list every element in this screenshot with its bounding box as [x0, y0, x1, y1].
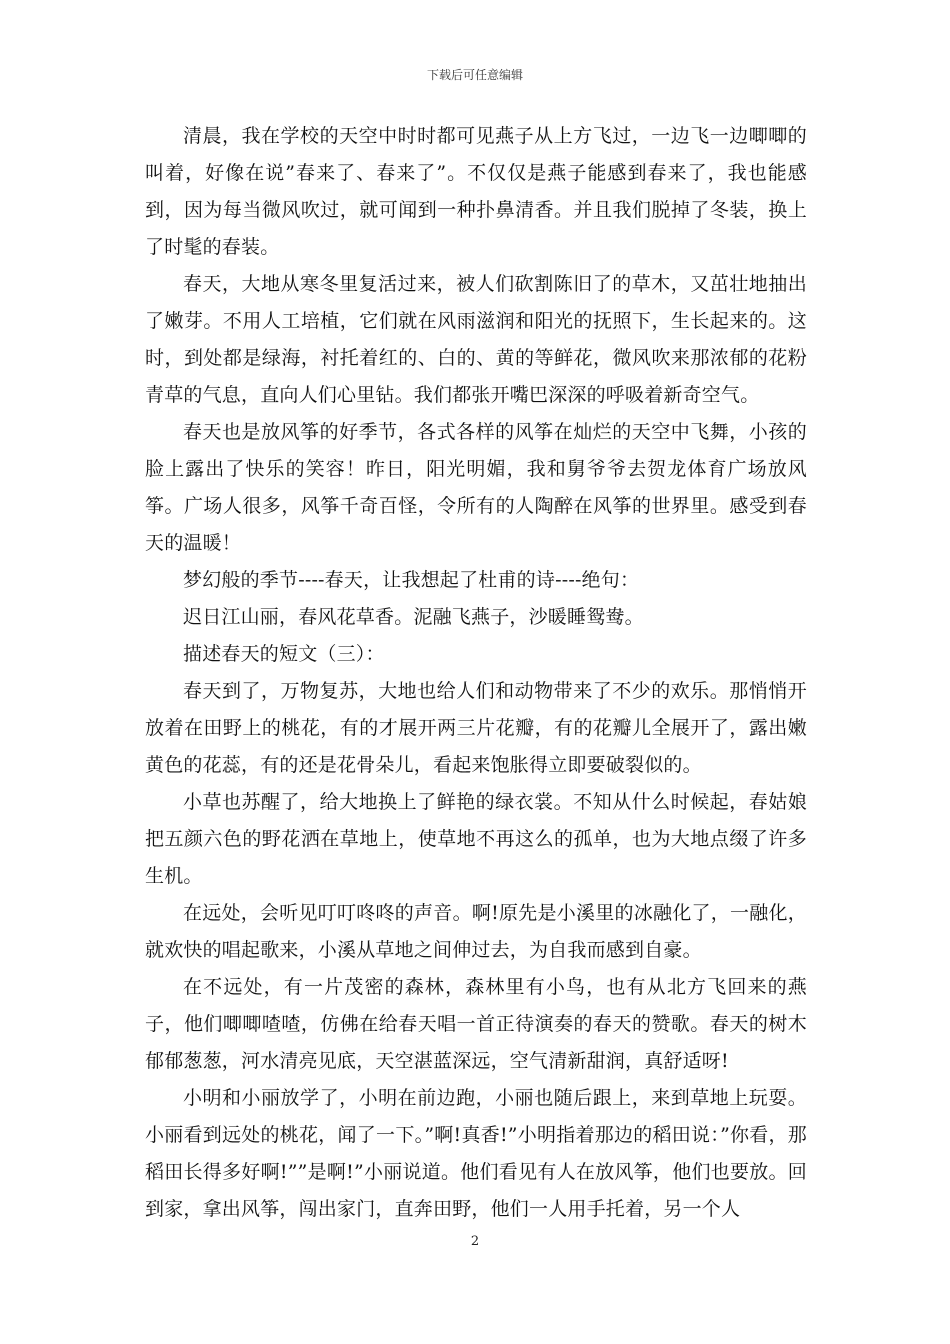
section-heading: 描述春天的短文（三）： [183, 643, 385, 665]
paragraph: 小草也苏醒了，给大地换上了鲜艳的绿衣裳。不知从什么时候起，春姑娘把五颜六色的野花洒在草地上，使草地不再这么的孤单，也为大地点缀了许多生机。 [145, 791, 807, 887]
paragraph: 清晨，我在学校的天空中时时都可见燕子从上方飞过，一边飞一边唧唧的叫着，好像在说”春来了、春来了”。不仅仅是燕子能感到春来了，我也能感到，因为每当微风吹过，就可闻到一种扑鼻清香。并且我们脱掉了冬装，换上了时髦的春装。 [145, 125, 807, 258]
paragraph: 春天到了，万物复苏，大地也给人们和动物带来了不少的欢乐。那悄悄开放着在田野上的桃花，有的才展开两三片花瓣，有的花瓣儿全展开了，露出嫩黄色的花蕊，有的还是花骨朵儿，看起来饱胀得立即要破裂似的。 [145, 680, 807, 776]
document-body [145, 118, 807, 1228]
paragraph: 在不远处，有一片茂密的森林，森林里有小鸟，也有从北方飞回来的燕子，他们唧唧喳喳，仿佛在给春天唱一首正待演奏的春天的赞歌。春天的树木郁郁葱葱，河水清亮见底，天空湛蓝深远，空气清新甜润，真舒适呀! [145, 976, 807, 1072]
paragraph: 梦幻般的季节----春天，让我想起了杜甫的诗----绝句： [183, 569, 640, 591]
paragraph: 在远处，会听见叮叮咚咚的声音。啊!原先是小溪里的冰融化了，一融化，就欢快的唱起歌来，小溪从草地之间伸过去，为自我而感到自豪。 [145, 902, 807, 961]
page-number: 2 [470, 1234, 480, 1249]
paragraph: 春天也是放风筝的好季节，各式各样的风筝在灿烂的天空中飞舞，小孩的脸上露出了快乐的笑容！昨日，阳光明媚，我和舅爷爷去贺龙体育广场放风筝。广场人很多，风筝千奇百怪，令所有的人陶醉在风筝的世界里。感受到春天的温暖！ [145, 421, 807, 554]
poem-line: 迟日江山丽，春风花草香。泥融飞燕子，沙暖睡鸳鸯。 [183, 606, 644, 628]
paragraph: 小明和小丽放学了，小明在前边跑，小丽也随后跟上，来到草地上玩耍。小丽看到远处的桃花，闻了一下。”啊!真香!”小明指着那边的稻田说：”你看，那稻田长得多好啊!””是啊!”小丽说道。他们看见有人在放风筝，他们也要放。回到家，拿出风筝，闯出家门，直奔田野，他们一人用手托着，另一个人 [145, 1087, 807, 1220]
paragraph: 春天，大地从寒冬里复活过来，被人们砍割陈旧了的草木，又茁壮地抽出了嫩芽。不用人工培植，它们就在风雨滋润和阳光的抚照下，生长起来的。这时，到处都是绿海，衬托着红的、白的、黄的等鲜花，微风吹来那浓郁的花粉青草的气息，直向人们心里钻。我们都张开嘴巴深深的呼吸着新奇空气。 [145, 273, 807, 406]
page-header: 下载后可任意编辑 [426, 68, 523, 82]
